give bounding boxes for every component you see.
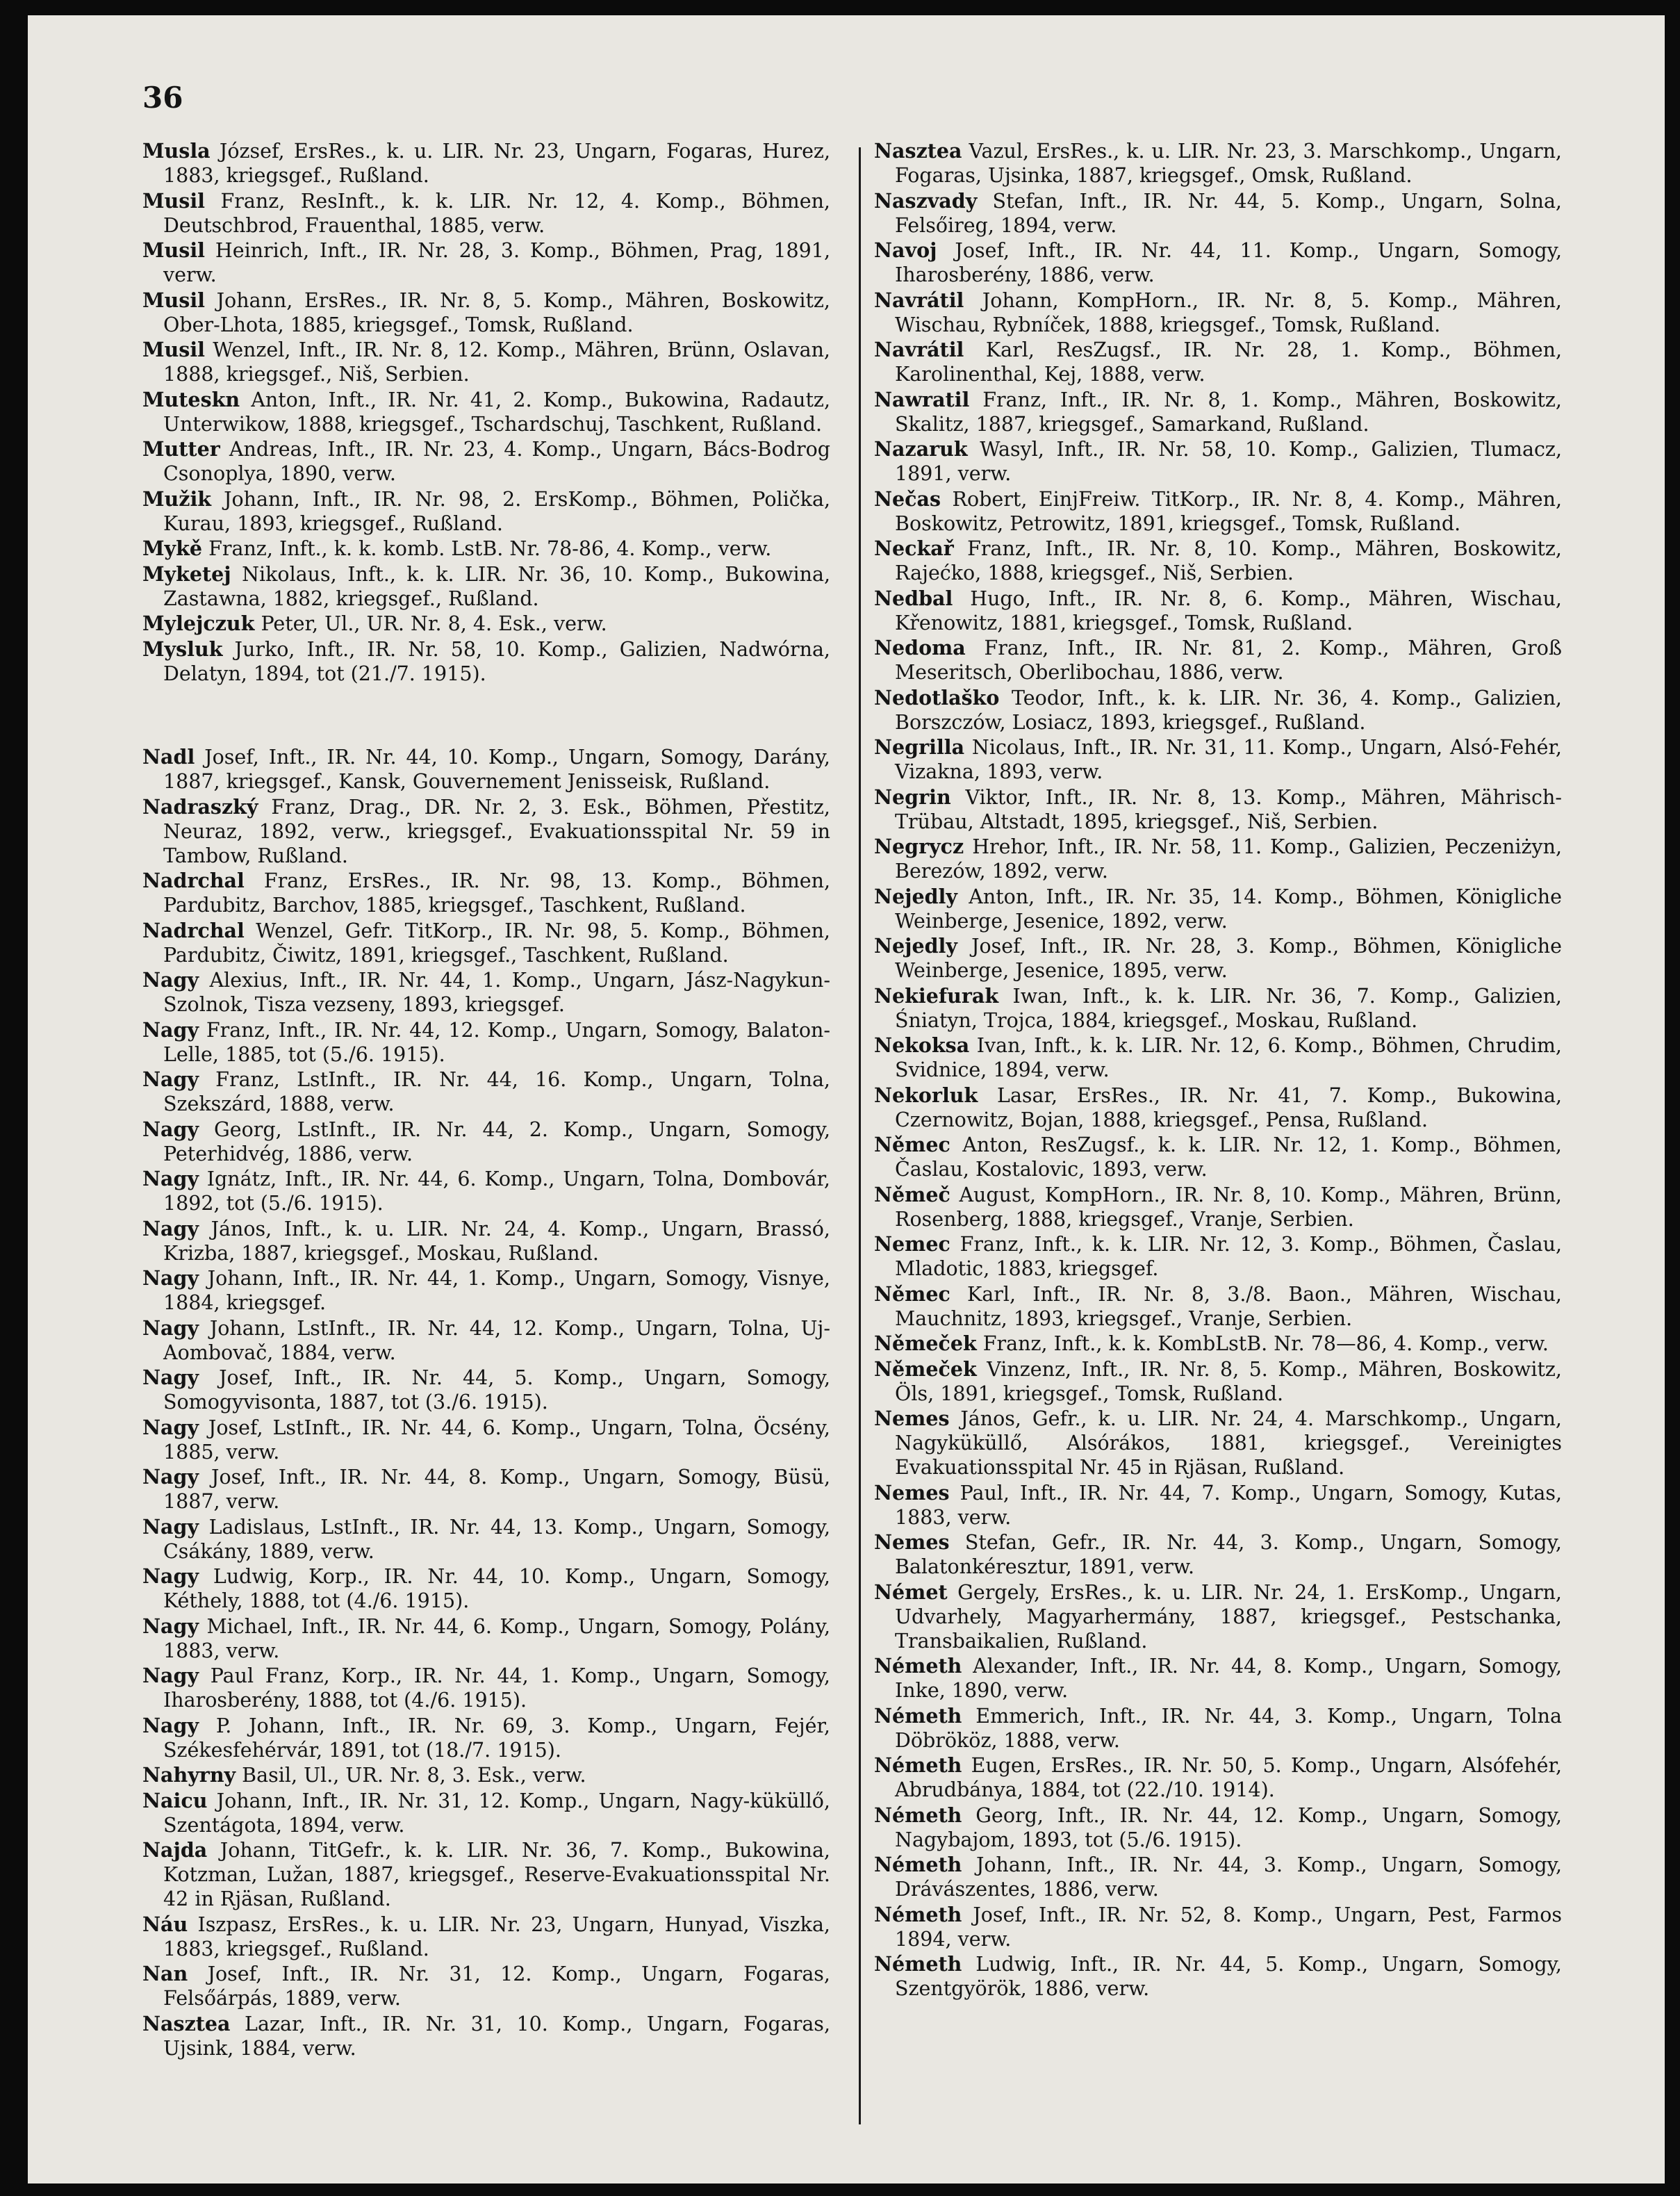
register-entry bbox=[142, 437, 830, 486]
entry-details: Franz, Inft., k. k. KombLstB. Nr. 78—86, 4. Komp., verw. bbox=[982, 1332, 1549, 1355]
register-entry bbox=[874, 1133, 1562, 1181]
entry-surname: Negrin bbox=[874, 785, 951, 809]
entry-details: Nicolaus, Inft., IR. Nr. 31, 11. Komp., Ungarn, Alsó-Fehér, Vizakna, 1893, verw. bbox=[895, 736, 1562, 783]
register-entry bbox=[874, 934, 1562, 983]
register-entry bbox=[142, 487, 830, 536]
register-entry bbox=[874, 1903, 1562, 1951]
entry-surname: Nasztea bbox=[874, 139, 962, 163]
entry-surname: Němeček bbox=[874, 1331, 977, 1355]
entry-surname: Nagy bbox=[142, 1564, 199, 1588]
entry-surname: Němeček bbox=[874, 1357, 977, 1381]
entry-details: Gergely, ErsRes., k. u. LIR. Nr. 24, 1. ErsKomp., Ungarn, Udvarhely, Magyarhermány, 1887, kriegsgef., Pestschanka, Transbaikalien, Rußland. bbox=[895, 1580, 1562, 1653]
entry-details: Hugo, Inft., IR. Nr. 8, 6. Komp., Mähren, Wischau, Křenowitz, 1881, kriegsgef., Tomsk, Rußland. bbox=[895, 587, 1562, 634]
register-entry bbox=[874, 785, 1562, 834]
entry-details: Robert, EinjFreiw. TitKorp., IR. Nr. 8, 4. Komp., Mähren, Boskowitz, Petrowitz, 1891, kriegsgef., Tomsk, Rußland. bbox=[895, 487, 1563, 535]
entry-details: Alexander, Inft., IR. Nr. 44, 8. Komp., Ungarn, Somogy, Inke, 1890, verw. bbox=[895, 1655, 1562, 1702]
register-entry bbox=[874, 1952, 1562, 2001]
register-entry bbox=[874, 735, 1562, 784]
entry-details: Ivan, Inft., k. k. LIR. Nr. 12, 6. Komp., Böhmen, Chrudim, Svidnice, 1894, verw. bbox=[895, 1034, 1562, 1081]
register-entry bbox=[142, 1465, 830, 1514]
register-entry bbox=[142, 612, 830, 636]
register-entry bbox=[142, 968, 830, 1017]
register-entry bbox=[142, 745, 830, 794]
register-entry bbox=[874, 636, 1562, 685]
entry-surname: Mykě bbox=[142, 536, 202, 560]
register-entry bbox=[142, 1912, 830, 1961]
entry-details: Franz, Inft., IR. Nr. 8, 10. Komp., Mähren, Boskowitz, Rajećko, 1888, kriegsgef., Niš, Serbien. bbox=[895, 537, 1562, 584]
entry-surname: Nekorluk bbox=[874, 1083, 978, 1107]
entry-details: János, Gefr., k. u. LIR. Nr. 24, 4. Marschkomp., Ungarn, Nagyküküllő, Alsórákos, 1881, kriegsgef., Vereinigtes Evakuationsspital Nr. 45 in Rjäsan, Rußland. bbox=[895, 1407, 1562, 1479]
entry-surname: Náu bbox=[142, 1912, 188, 1936]
register-entry bbox=[142, 1962, 830, 2010]
left-column bbox=[142, 139, 830, 2061]
document-page bbox=[28, 15, 1665, 2183]
entry-surname: Myketej bbox=[142, 562, 231, 586]
entry-surname: Németh bbox=[874, 1952, 962, 1976]
entry-surname: Nagy bbox=[142, 1614, 199, 1638]
entry-details: Josef, Inft., IR. Nr. 44, 10. Komp., Ungarn, Somogy, Darány, 1887, kriegsgef., Kansk, Gouvernement Jenisseisk, Rußland. bbox=[163, 746, 830, 793]
register-entry bbox=[874, 1704, 1562, 1753]
register-entry bbox=[874, 1753, 1562, 1802]
entry-surname: Nagy bbox=[142, 1216, 199, 1240]
page-number: 36 bbox=[142, 81, 183, 115]
entry-details: Paul Franz, Korp., IR. Nr. 44, 1. Komp., Ungarn, Somogy, Iharosberény, 1888, tot (4./6. 1915). bbox=[163, 1664, 830, 1712]
entry-details: Johann, ErsRes., IR. Nr. 8, 5. Komp., Mähren, Boskowitz, Ober-Lhota, 1885, kriegsgef., Tomsk, Rußland. bbox=[163, 288, 830, 336]
entry-surname: Nawratil bbox=[874, 387, 970, 411]
entry-details: Franz, Inft., k. k. komb. LstB. Nr. 78-86, 4. Komp., verw. bbox=[208, 537, 772, 560]
register-entry bbox=[142, 1217, 830, 1265]
entry-surname: Nagy bbox=[142, 968, 199, 992]
entry-details: Jurko, Inft., IR. Nr. 58, 10. Komp., Galizien, Nadwórna, Delatyn, 1894, tot (21./7. 1915). bbox=[163, 637, 830, 685]
entry-surname: Nagy bbox=[142, 1366, 199, 1389]
entry-details: Nikolaus, Inft., k. k. LIR. Nr. 36, 10. Komp., Bukowina, Zastawna, 1882, kriegsgef., Rußland. bbox=[163, 562, 830, 610]
entry-details: Franz, Drag., DR. Nr. 2, 3. Esk., Böhmen, Přestitz, Neuraz, 1892, verw., kriegsgef., Evakuationsspital Nr. 59 in Tambow, Rußland. bbox=[163, 795, 830, 867]
register-entry bbox=[874, 1282, 1562, 1331]
entry-surname: Naszvady bbox=[874, 188, 978, 213]
register-entry bbox=[874, 487, 1562, 536]
entry-surname: Mysluk bbox=[142, 637, 223, 661]
entry-details: Johann, TitGefr., k. k. LIR. Nr. 36, 7. Komp., Bukowina, Kotzman, Lužan, 1887, kriegsgef., Reserve-Evakuationsspital Nr. 42 in Rjäsan, Rußland. bbox=[163, 1839, 830, 1910]
entry-details: Basil, Ul., UR. Nr. 8, 3. Esk., verw. bbox=[242, 1764, 586, 1787]
entry-surname: Navrátil bbox=[874, 288, 964, 312]
register-entry bbox=[874, 1083, 1562, 1132]
entry-details: Ignátz, Inft., IR. Nr. 44, 6. Komp., Ungarn, Tolna, Dombovár, 1892, tot (5./6. 1915). bbox=[163, 1167, 830, 1215]
entry-details: Anton, Inft., IR. Nr. 35, 14. Komp., Böhmen, Königliche Weinberge, Jesenice, 1892, verw. bbox=[895, 885, 1562, 933]
entry-surname: Nagy bbox=[142, 1017, 199, 1042]
column-divider bbox=[859, 147, 861, 2124]
entry-details: Franz, Inft., IR. Nr. 81, 2. Komp., Mähren, Groß Meseritsch, Oberlibochau, 1886, verw. bbox=[895, 637, 1562, 684]
entry-surname: Naicu bbox=[142, 1788, 208, 1812]
entry-details: August, KompHorn., IR. Nr. 8, 10. Komp., Mähren, Brünn, Rosenberg, 1888, kriegsgef., Vranje, Serbien. bbox=[895, 1183, 1562, 1231]
entry-details: Viktor, Inft., IR. Nr. 8, 13. Komp., Mähren, Mährisch-Trübau, Altstadt, 1895, kriegsgef., Niš, Serbien. bbox=[895, 785, 1562, 833]
register-entry bbox=[142, 1664, 830, 1712]
entry-details: Ludwig, Inft., IR. Nr. 44, 5. Komp., Ungarn, Somogy, Szentgyörök, 1886, verw. bbox=[895, 1953, 1562, 2000]
register-entry bbox=[142, 795, 830, 868]
entry-surname: Navoj bbox=[874, 238, 937, 262]
register-entry bbox=[142, 1515, 830, 1564]
register-entry bbox=[142, 238, 830, 287]
entry-details: Johann, Inft., IR. Nr. 98, 2. ErsKomp., Böhmen, Polička, Kurau, 1893, kriegsgef., Rußland. bbox=[163, 487, 830, 535]
register-entry bbox=[142, 919, 830, 967]
register-entry bbox=[142, 1067, 830, 1116]
entry-details: Josef, Inft., IR. Nr. 28, 3. Komp., Böhmen, Königliche Weinberge, Jesenice, 1895, verw. bbox=[895, 935, 1562, 982]
register-entry bbox=[142, 1416, 830, 1464]
register-entry bbox=[874, 1803, 1562, 1852]
entry-details: Josef, Inft., IR. Nr. 44, 8. Komp., Ungarn, Somogy, Büsü, 1887, verw. bbox=[163, 1466, 830, 1513]
entry-surname: Mutter bbox=[142, 437, 220, 461]
entry-details: Wasyl, Inft., IR. Nr. 58, 10. Komp., Galizien, Tlumacz, 1891, verw. bbox=[895, 438, 1562, 485]
entry-details: Franz, ResInft., k. k. LIR. Nr. 12, 4. Komp., Böhmen, Deutschbrod, Frauenthal, 1885, verw. bbox=[163, 189, 830, 237]
register-entry bbox=[874, 189, 1562, 238]
entry-details: Lasar, ErsRes., IR. Nr. 41, 7. Komp., Bukowina, Czernowitz, Bojan, 1888, kriegsgef., Pensa, Rußland. bbox=[895, 1083, 1563, 1131]
entry-surname: Nejedly bbox=[874, 934, 957, 958]
entry-surname: Nadraszký bbox=[142, 794, 258, 819]
entry-surname: Němec bbox=[874, 1281, 950, 1306]
entry-surname: Nagy bbox=[142, 1465, 199, 1489]
register-entry bbox=[142, 1366, 830, 1414]
entry-surname: Német bbox=[874, 1580, 948, 1604]
entry-surname: Nedoma bbox=[874, 636, 966, 659]
entry-surname: Navrátil bbox=[874, 338, 964, 361]
entry-surname: Muteskn bbox=[142, 387, 240, 411]
entry-details: Georg, Inft., IR. Nr. 44, 12. Komp., Ungarn, Somogy, Nagybajom, 1893, tot (5./6. 1915). bbox=[895, 1803, 1563, 1851]
entry-details: Franz, LstInft., IR. Nr. 44, 16. Komp., Ungarn, Tolna, Szekszárd, 1888, verw. bbox=[163, 1068, 830, 1115]
register-entry bbox=[874, 1853, 1562, 1901]
register-entry bbox=[142, 1789, 830, 1837]
register-entry bbox=[874, 885, 1562, 933]
entry-surname: Musil bbox=[142, 338, 205, 361]
entry-details: Franz, Inft., k. k. LIR. Nr. 12, 3. Komp., Böhmen, Časlau, Mladotic, 1883, kriegsgef. bbox=[895, 1233, 1563, 1280]
entry-details: Karl, Inft., IR. Nr. 8, 3./8. Baon., Mähren, Wischau, Mauchnitz, 1893, kriegsgef., Vranje, Serbien. bbox=[895, 1282, 1562, 1330]
entry-details: Wenzel, Inft., IR. Nr. 8, 12. Komp., Mähren, Brünn, Oslavan, 1888, kriegsgef., Niš, Serbien. bbox=[163, 338, 830, 386]
entry-surname: Nagy bbox=[142, 1266, 199, 1290]
entry-surname: Németh bbox=[874, 1853, 962, 1876]
register-entry bbox=[142, 1167, 830, 1215]
entry-surname: Negrilla bbox=[874, 735, 965, 759]
register-entry bbox=[142, 869, 830, 917]
entry-details: Georg, LstInft., IR. Nr. 44, 2. Komp., Ungarn, Somogy, Peterhidvég, 1886, verw. bbox=[163, 1117, 830, 1165]
entry-details: Josef, Inft., IR. Nr. 52, 8. Komp., Ungarn, Pest, Farmos 1894, verw. bbox=[895, 1903, 1563, 1951]
entry-surname: Nadrchal bbox=[142, 869, 245, 892]
entry-surname: Nagy bbox=[142, 1167, 199, 1190]
entry-surname: Nadl bbox=[142, 745, 195, 769]
left-column-a-entries bbox=[142, 139, 830, 686]
register-entry bbox=[874, 238, 1562, 287]
entry-details: Johann, Inft., IR. Nr. 44, 1. Komp., Ungarn, Somogy, Visnye, 1884, kriegsgef. bbox=[163, 1267, 830, 1314]
register-entry bbox=[874, 1530, 1562, 1579]
entry-surname: Musil bbox=[142, 188, 205, 213]
entry-surname: Mužik bbox=[142, 486, 212, 511]
entry-surname: Nemes bbox=[874, 1530, 950, 1554]
entry-surname: Nagy bbox=[142, 1067, 199, 1091]
entry-surname: Nekiefurak bbox=[874, 983, 999, 1008]
entry-details: P. Johann, Inft., IR. Nr. 69, 3. Komp., Ungarn, Fejér, Székesfehérvár, 1891, tot (18./7. 1915). bbox=[163, 1714, 830, 1762]
entry-surname: Németh bbox=[874, 1703, 962, 1728]
entry-surname: Musil bbox=[142, 238, 205, 262]
entry-surname: Nagy bbox=[142, 1117, 199, 1141]
entry-surname: Nemes bbox=[874, 1480, 950, 1505]
entry-details: Paul, Inft., IR. Nr. 44, 7. Komp., Ungarn, Somogy, Kutas, 1883, verw. bbox=[895, 1481, 1563, 1529]
entry-details: Iszpasz, ErsRes., k. u. LIR. Nr. 23, Ungarn, Hunyad, Viszka, 1883, kriegsgef., Rußland. bbox=[163, 1912, 830, 1960]
entry-surname: Németh bbox=[874, 1803, 962, 1827]
entry-surname: Němeč bbox=[874, 1182, 950, 1206]
register-entry bbox=[874, 1033, 1562, 1082]
entry-details: Johann, Inft., IR. Nr. 44, 3. Komp., Ungarn, Somogy, Drávászentes, 1886, verw. bbox=[895, 1853, 1563, 1901]
register-entry bbox=[142, 189, 830, 238]
entry-details: Josef, Inft., IR. Nr. 31, 12. Komp., Ungarn, Fogaras, Felsőárpás, 1889, verw. bbox=[163, 1963, 830, 2010]
entry-details: József, ErsRes., k. u. LIR. Nr. 23, Ungarn, Fogaras, Hurez, 1883, kriegsgef., Rußland. bbox=[163, 140, 831, 187]
entry-details: Franz, Inft., IR. Nr. 44, 12. Komp., Ungarn, Somogy, Balaton-Lelle, 1885, tot (5./6. 1915). bbox=[163, 1018, 830, 1066]
entry-surname: Nadrchal bbox=[142, 918, 245, 942]
register-entry bbox=[142, 562, 830, 611]
entry-details: Johann, LstInft., IR. Nr. 44, 12. Komp., Ungarn, Tolna, Uj-Aombovač, 1884, verw. bbox=[163, 1316, 830, 1364]
entry-details: Lazar, Inft., IR. Nr. 31, 10. Komp., Ungarn, Fogaras, Ujsink, 1884, verw. bbox=[163, 2012, 830, 2060]
entry-surname: Najda bbox=[142, 1838, 208, 1862]
entry-surname: Németh bbox=[874, 1902, 962, 1926]
register-entry bbox=[874, 686, 1562, 735]
entry-surname: Nazaruk bbox=[874, 437, 968, 461]
entry-details: Karl, ResZugsf., IR. Nr. 28, 1. Komp., Böhmen, Karolinenthal, Kej, 1888, verw. bbox=[895, 338, 1563, 386]
entry-surname: Němec bbox=[874, 1133, 950, 1156]
entry-details: Franz, Inft., IR. Nr. 8, 1. Komp., Mähren, Boskowitz, Skalitz, 1887, kriegsgef., Samarkand, Rußland. bbox=[895, 388, 1562, 436]
entry-surname: Nečas bbox=[874, 486, 941, 511]
register-entry bbox=[874, 437, 1562, 486]
entry-surname: Neckař bbox=[874, 536, 954, 560]
entry-details: Stefan, Gefr., IR. Nr. 44, 3. Komp., Ungarn, Somogy, Balatonkéresztur, 1891, verw. bbox=[895, 1531, 1562, 1578]
register-entry bbox=[874, 1580, 1562, 1653]
entry-details: Emmerich, Inft., IR. Nr. 44, 3. Komp., Ungarn, Tolna Döbrököz, 1888, verw. bbox=[895, 1704, 1562, 1752]
entry-surname: Nagy bbox=[142, 1316, 199, 1340]
register-entry bbox=[142, 1018, 830, 1067]
entry-surname: Nedotlaško bbox=[874, 685, 1000, 710]
register-entry bbox=[874, 587, 1562, 635]
entry-details: Wenzel, Gefr. TitKorp., IR. Nr. 98, 5. Komp., Böhmen, Pardubitz, Čiwitz, 1891, kriegsgef., Taschkent, Rußland. bbox=[163, 919, 830, 967]
entry-surname: Mylejczuk bbox=[142, 612, 255, 635]
register-entry bbox=[874, 1481, 1562, 1530]
entry-details: Ladislaus, LstInft., IR. Nr. 44, 13. Komp., Ungarn, Somogy, Csákány, 1889, verw. bbox=[163, 1515, 831, 1563]
entry-surname: Nagy bbox=[142, 1713, 199, 1737]
entry-surname: Nagy bbox=[142, 1514, 199, 1539]
register-entry bbox=[142, 1266, 830, 1315]
register-entry bbox=[142, 637, 830, 686]
register-entry bbox=[142, 1564, 830, 1613]
register-entry bbox=[142, 1838, 830, 1911]
entry-details: Ludwig, Korp., IR. Nr. 44, 10. Komp., Ungarn, Somogy, Kéthely, 1888, tot (4./6. 1915). bbox=[163, 1565, 830, 1612]
entry-details: Johann, KompHorn., IR. Nr. 8, 5. Komp., Mähren, Wischau, Rybníček, 1888, kriegsgef., Tomsk, Rußland. bbox=[895, 288, 1562, 336]
entry-details: Johann, Inft., IR. Nr. 31, 12. Komp., Ungarn, Nagy-küküllő, Szentágota, 1894, verw. bbox=[163, 1789, 830, 1837]
register-entry bbox=[142, 536, 830, 561]
register-entry bbox=[142, 338, 830, 386]
entry-surname: Nekoksa bbox=[874, 1033, 970, 1057]
entry-surname: Nahyrny bbox=[142, 1763, 236, 1787]
register-entry bbox=[142, 288, 830, 337]
entry-details: Josef, Inft., IR. Nr. 44, 5. Komp., Ungarn, Somogy, Somogyvisonta, 1887, tot (3./6. 1915). bbox=[163, 1366, 830, 1414]
register-entry bbox=[874, 1183, 1562, 1231]
register-entry bbox=[874, 1331, 1562, 1356]
register-entry bbox=[874, 536, 1562, 585]
entry-details: Eugen, ErsRes., IR. Nr. 50, 5. Komp., Ungarn, Alsófehér, Abrudbánya, 1884, tot (22./10. 1914). bbox=[895, 1754, 1562, 1801]
entry-surname: Nasztea bbox=[142, 2011, 231, 2035]
register-entry bbox=[874, 1232, 1562, 1281]
entry-surname: Nemec bbox=[874, 1232, 950, 1256]
entry-details: Hrehor, Inft., IR. Nr. 58, 11. Komp., Galizien, Peczeniżyn, Berezów, 1892, verw. bbox=[895, 835, 1563, 883]
entry-details: Peter, Ul., UR. Nr. 8, 4. Esk., verw. bbox=[261, 612, 607, 635]
entry-surname: Negrycz bbox=[874, 835, 964, 858]
register-entry bbox=[874, 984, 1562, 1033]
entry-details: Stefan, Inft., IR. Nr. 44, 5. Komp., Ungarn, Solna, Felsőireg, 1894, verw. bbox=[895, 189, 1562, 237]
entry-surname: Németh bbox=[874, 1753, 962, 1777]
register-entry bbox=[874, 1654, 1562, 1703]
entry-details: Franz, ErsRes., IR. Nr. 98, 13. Komp., Böhmen, Pardubitz, Barchov, 1885, kriegsgef., Taschkent, Rußland. bbox=[163, 869, 830, 917]
entry-details: Anton, Inft., IR. Nr. 41, 2. Komp., Bukowina, Radautz, Unterwikow, 1888, kriegsgef., Tschardschuj, Taschkent, Rußland. bbox=[163, 388, 831, 436]
entry-details: Anton, ResZugsf., k. k. LIR. Nr. 12, 1. Komp., Böhmen, Časlau, Kostalovic, 1893, verw. bbox=[895, 1133, 1562, 1181]
entry-surname: Nagy bbox=[142, 1664, 199, 1687]
entry-surname: Musil bbox=[142, 288, 205, 312]
register-entry bbox=[142, 388, 830, 436]
entry-surname: Nagy bbox=[142, 1415, 199, 1439]
entry-details: Andreas, Inft., IR. Nr. 23, 4. Komp., Ungarn, Bács-Bodrog Csonoplya, 1890, verw. bbox=[163, 438, 830, 485]
register-entry bbox=[874, 835, 1562, 883]
entry-details: Alexius, Inft., IR. Nr. 44, 1. Komp., Ungarn, Jász-Nagykun-Szolnok, Tisza vezseny, 1893, kriegsgef. bbox=[163, 969, 831, 1016]
register-entry bbox=[142, 1117, 830, 1166]
right-column-entries bbox=[874, 139, 1562, 2001]
entry-surname: Nemes bbox=[874, 1407, 950, 1430]
entry-details: Vinzenz, Inft., IR. Nr. 8, 5. Komp., Mähren, Boskowitz, Öls, 1891, kriegsgef., Tomsk, Rußland. bbox=[895, 1357, 1562, 1405]
right-column bbox=[874, 139, 1562, 2002]
register-entry bbox=[874, 338, 1562, 386]
entry-surname: Musla bbox=[142, 139, 211, 163]
register-entry bbox=[142, 1763, 830, 1787]
entry-surname: Nejedly bbox=[874, 884, 957, 908]
register-entry bbox=[874, 288, 1562, 337]
entry-details: Josef, LstInft., IR. Nr. 44, 6. Komp., Ungarn, Tolna, Öcsény, 1885, verw. bbox=[163, 1416, 830, 1464]
register-entry bbox=[874, 1357, 1562, 1406]
entry-surname: Németh bbox=[874, 1654, 962, 1678]
entry-details: Vazul, ErsRes., k. u. LIR. Nr. 23, 3. Marschkomp., Ungarn, Fogaras, Ujsinka, 1887, kriegsgef., Omsk, Rußland. bbox=[895, 140, 1562, 187]
entry-details: János, Inft., k. u. LIR. Nr. 24, 4. Komp., Ungarn, Brassó, Krizba, 1887, kriegsgef., Moskau, Rußland. bbox=[163, 1217, 830, 1265]
register-entry bbox=[142, 1316, 830, 1365]
entry-surname: Nan bbox=[142, 1962, 188, 1985]
entry-details: Iwan, Inft., k. k. LIR. Nr. 36, 7. Komp., Galizien, Śniatyn, Trojca, 1884, kriegsgef., Moskau, Rußland. bbox=[895, 984, 1562, 1032]
register-entry bbox=[874, 1407, 1562, 1480]
section-gap bbox=[142, 687, 830, 745]
left-column-b-entries bbox=[142, 745, 830, 2060]
entry-details: Josef, Inft., IR. Nr. 44, 11. Komp., Ungarn, Somogy, Iharosberény, 1886, verw. bbox=[895, 239, 1562, 286]
register-entry bbox=[142, 2012, 830, 2060]
entry-details: Teodor, Inft., k. k. LIR. Nr. 36, 4. Komp., Galizien, Borszczów, Losiacz, 1893, kriegsgef., Rußland. bbox=[895, 686, 1562, 734]
register-entry bbox=[874, 139, 1562, 188]
register-entry bbox=[874, 388, 1562, 436]
register-entry bbox=[142, 1614, 830, 1663]
entry-details: Michael, Inft., IR. Nr. 44, 6. Komp., Ungarn, Somogy, Polány, 1883, verw. bbox=[163, 1614, 831, 1662]
register-entry bbox=[142, 139, 830, 188]
entry-surname: Nedbal bbox=[874, 586, 953, 610]
register-entry bbox=[142, 1714, 830, 1762]
entry-details: Heinrich, Inft., IR. Nr. 28, 3. Komp., Böhmen, Prag, 1891, verw. bbox=[163, 239, 831, 286]
